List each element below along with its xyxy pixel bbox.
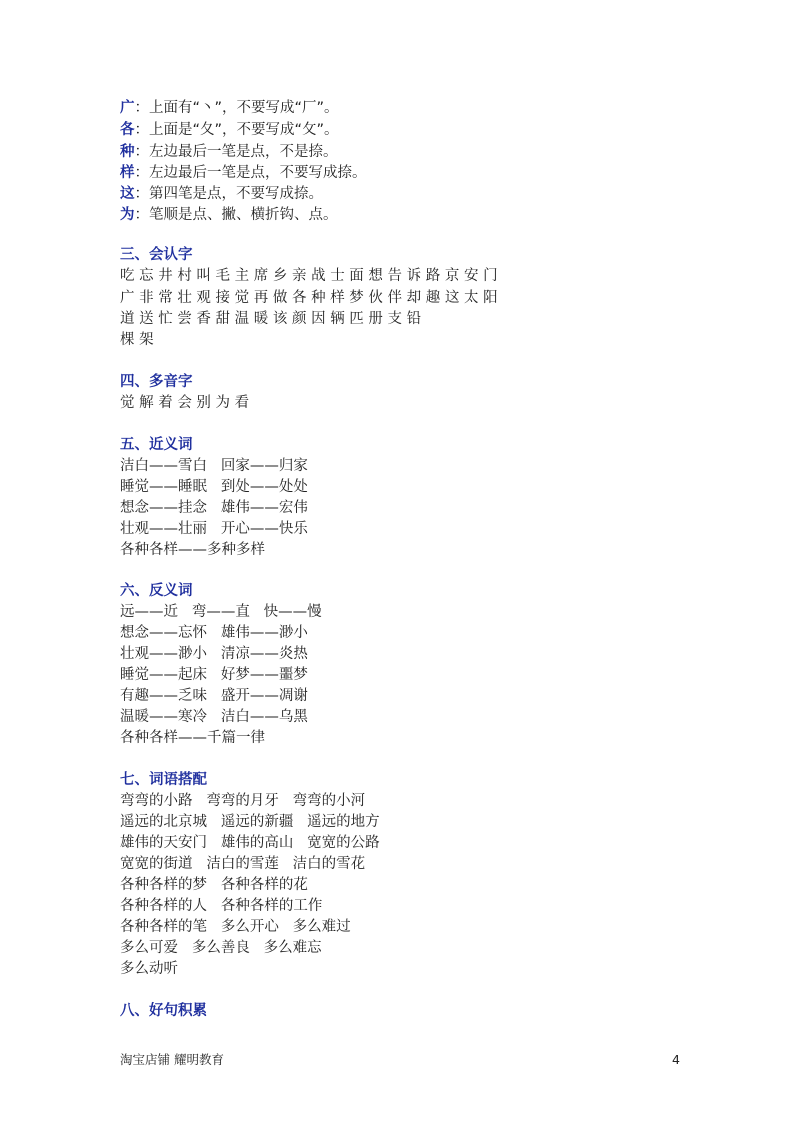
phrase-row: 遥远的北京城 遥远的新疆 遥远的地方: [120, 814, 380, 830]
char-row: 广 非 常 壮 观 接 觉 再 做 各 种 样 梦 伙 伴 却 趣 这 太 阳: [120, 290, 498, 306]
section-heading-antonyms: 六、反义词: [120, 583, 193, 599]
word-pair-row: 壮观——渺小 清凉——炎热: [120, 646, 308, 662]
word-pair-row: 各种各样——多种多样: [120, 542, 265, 558]
char-row: 吃 忘 井 村 叫 毛 主 席 乡 亲 战 士 面 想 告 诉 路 京 安 门: [120, 268, 498, 284]
stroke-note: 种：左边最后一笔是点，不是捺。: [120, 144, 338, 160]
page-number: 4: [672, 1052, 680, 1067]
section-heading-sentences: 八、好句积累: [120, 1003, 207, 1019]
word-pair-row: 想念——挂念 雄伟——宏伟: [120, 500, 308, 516]
char-row: 棵 架: [120, 332, 154, 348]
word-pair-row: 壮观——壮丽 开心——快乐: [120, 521, 308, 537]
stroke-note: 这：第四笔是点，不要写成捺。: [120, 186, 323, 202]
word-pair-row: 温暖——寒冷 洁白——乌黑: [120, 709, 308, 725]
section-heading-collocations: 七、词语搭配: [120, 772, 207, 788]
phrase-row: 多么动听: [120, 961, 178, 977]
word-pair-row: 洁白——雪白 回家——归家: [120, 458, 308, 474]
stroke-note: 样：左边最后一笔是点，不要写成捺。: [120, 165, 367, 181]
char-row: 道 送 忙 尝 香 甜 温 暖 该 颜 因 辆 匹 册 支 铅: [120, 311, 422, 327]
stroke-note: 各：上面是“夂”，不要写成“攵”。: [120, 122, 339, 138]
word-pair-row: 各种各样——千篇一律: [120, 730, 265, 746]
phrase-row: 各种各样的人 各种各样的工作: [120, 898, 323, 914]
section-heading-synonyms: 五、近义词: [120, 437, 193, 453]
phrase-row: 各种各样的笔 多么开心 多么难过: [120, 919, 351, 935]
word-pair-row: 想念——忘怀 雄伟——渺小: [120, 625, 308, 641]
section-heading-polyphone: 四、多音字: [120, 374, 193, 390]
footer-shop: 淘宝店铺 耀明教育: [120, 1052, 224, 1067]
char-row: 觉 解 着 会 别 为 看: [120, 395, 250, 411]
phrase-row: 多么可爱 多么善良 多么难忘: [120, 940, 322, 956]
word-pair-row: 远——近 弯——直 快——慢: [120, 604, 322, 620]
phrase-row: 宽宽的街道 洁白的雪莲 洁白的雪花: [120, 856, 366, 872]
word-pair-row: 睡觉——睡眠 到处——处处: [120, 479, 308, 495]
stroke-note: 广：上面有“丶”，不要写成“厂”。: [120, 100, 339, 116]
section-heading-recognize: 三、会认字: [120, 247, 193, 263]
stroke-note: 为：笔顺是点、撇、横折钩、点。: [120, 207, 338, 223]
word-pair-row: 有趣——乏味 盛开——凋谢: [120, 688, 308, 704]
phrase-row: 雄伟的天安门 雄伟的高山 宽宽的公路: [120, 835, 380, 851]
word-pair-row: 睡觉——起床 好梦——噩梦: [120, 667, 308, 683]
phrase-row: 弯弯的小路 弯弯的月牙 弯弯的小河: [120, 793, 366, 809]
phrase-row: 各种各样的梦 各种各样的花: [120, 877, 308, 893]
